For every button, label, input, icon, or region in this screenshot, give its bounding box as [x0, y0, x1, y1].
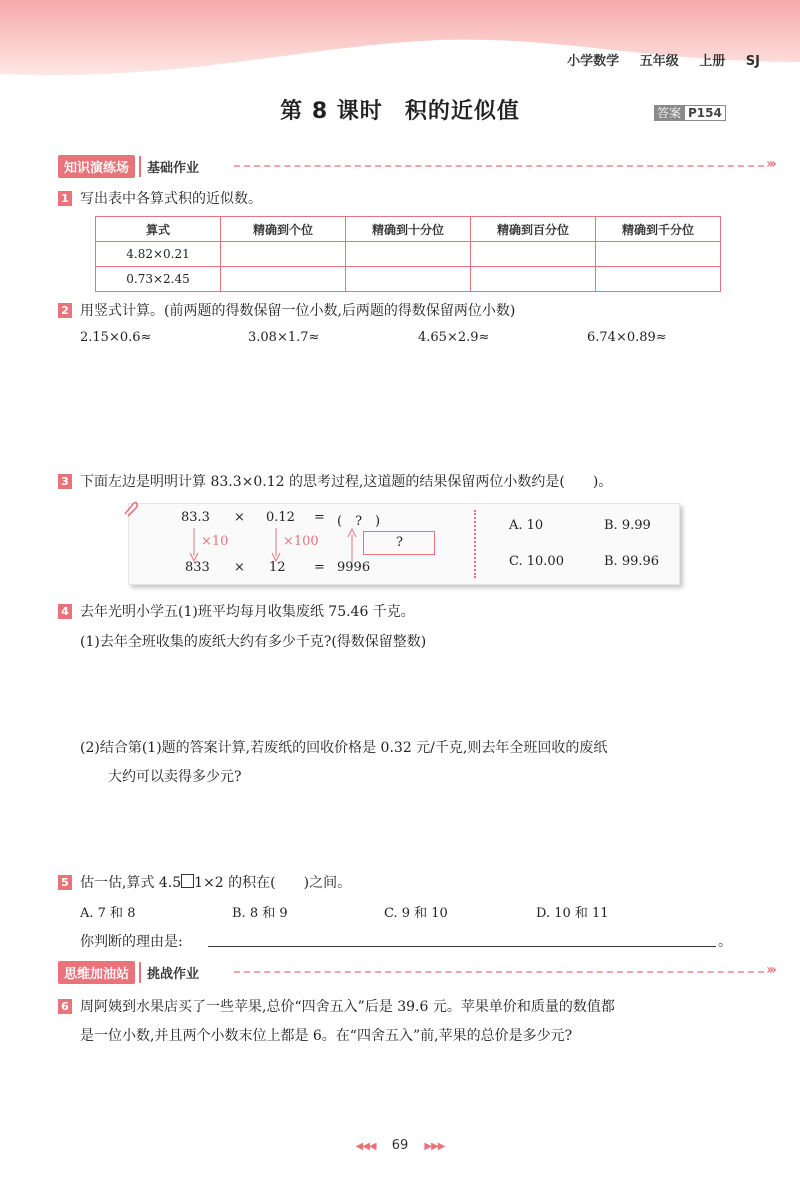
- section-tag: 思维加油站: [58, 961, 135, 984]
- dashed-divider: [234, 971, 764, 973]
- chevrons-icon: ›››: [766, 962, 774, 978]
- breadcrumb: [551, 50, 760, 69]
- question-text: 下面左边是明明计算 83.3×0.12 的思考过程,这道题的结果保留两位小数约是( )。: [80, 474, 613, 490]
- reason-answer-line[interactable]: [208, 946, 716, 947]
- dotted-divider: [474, 510, 476, 578]
- answer-label: 答案: [654, 105, 684, 121]
- page-number: 69: [391, 1138, 409, 1153]
- table-header: 精确到千分位: [596, 217, 721, 242]
- grade-label: 五年级: [639, 54, 679, 69]
- row1-times: ×: [234, 510, 245, 525]
- left-arrows-icon: ◀◀◀: [355, 1141, 376, 1152]
- table-header: 精确到个位: [221, 217, 346, 242]
- question-text: 用竖式计算。(前两题的得数保留一位小数,后两题的得数保留两位小数): [80, 303, 516, 319]
- row2-equals: =: [314, 560, 325, 575]
- question-number: 4: [58, 604, 72, 619]
- row2-operand: 12: [269, 560, 286, 575]
- thinking-process-box: [128, 503, 680, 585]
- table-header: 精确到百分位: [471, 217, 596, 242]
- table-row: [96, 242, 721, 267]
- chevrons-icon: ›››: [766, 156, 774, 172]
- answer-box-mark: ?: [396, 535, 403, 550]
- answer-page: P154: [684, 105, 726, 121]
- row2-times: ×: [234, 560, 245, 575]
- dashed-divider: [234, 165, 764, 167]
- right-arrows-icon: ▶▶▶: [424, 1141, 445, 1152]
- reason-period: 。: [718, 934, 732, 950]
- down-arrow-icon: [271, 528, 281, 562]
- question-text: 周阿姨到水果店买了一些苹果,总价“四舍五入”后是 39.6 元。苹果单价和质量的数值都: [80, 999, 615, 1015]
- section-tag: 知识演练场: [58, 155, 135, 178]
- choice-option[interactable]: C. 9 和 10: [384, 906, 448, 921]
- reason-label: 你判断的理由是:: [80, 934, 183, 950]
- question-text: 写出表中各算式积的近似数。: [80, 191, 262, 207]
- answer-cell[interactable]: [471, 242, 596, 267]
- answer-cell[interactable]: [221, 267, 346, 292]
- topic-label: 积的近似值: [404, 99, 520, 124]
- answer-cell[interactable]: [471, 267, 596, 292]
- choice-option[interactable]: C. 10.00: [509, 554, 564, 569]
- choice-option[interactable]: A. 7 和 8: [80, 906, 136, 921]
- table-header: 算式: [96, 217, 221, 242]
- answer-cell[interactable]: [221, 242, 346, 267]
- lesson-label: 第 8 课时: [280, 99, 383, 124]
- q5-text-a: 估一估,算式 4.5: [80, 875, 182, 891]
- question-number: 1: [58, 191, 72, 206]
- edition-label: SJ: [745, 54, 760, 69]
- header-band: [0, 0, 800, 90]
- sub-question: (1)去年全班收集的废纸大约有多少千克?(得数保留整数): [80, 634, 427, 650]
- question-text-continued: 是一位小数,并且两个小数末位上都是 6。在“四舍五入”前,苹果的总价是多少元?: [80, 1028, 573, 1044]
- choice-option[interactable]: B. 99.96: [604, 554, 660, 569]
- answer-cell[interactable]: [346, 242, 471, 267]
- choice-option[interactable]: B. 9.99: [604, 518, 651, 533]
- section-sub: 基础作业: [139, 156, 205, 177]
- choice-option[interactable]: A. 10: [509, 518, 544, 533]
- section-header-challenge: [58, 961, 774, 983]
- table-cell: 0.73×2.45: [96, 267, 221, 292]
- question-number: 2: [58, 303, 72, 318]
- row1-operand: 0.12: [266, 510, 295, 525]
- q5-text-b: 1×2 的积在( )之间。: [194, 875, 352, 891]
- table-cell: 4.82×0.21: [96, 242, 221, 267]
- question-number: 5: [58, 875, 72, 890]
- table-row: [96, 267, 721, 292]
- question-text: 去年光明小学五(1)班平均每月收集废纸 75.46 千克。: [80, 604, 415, 620]
- answer-cell[interactable]: [346, 267, 471, 292]
- volume-label: 上册: [699, 54, 726, 69]
- multiplier-label: ×100: [283, 534, 319, 549]
- question-number: 3: [58, 474, 72, 489]
- row2-operand: 833: [185, 560, 210, 575]
- expression: 6.74×0.89≈: [587, 330, 667, 345]
- expression: 4.65×2.9≈: [418, 330, 490, 345]
- row1-result: ( ? ): [337, 514, 381, 529]
- choice-option[interactable]: D. 10 和 11: [536, 906, 609, 921]
- expression: 3.08×1.7≈: [248, 330, 320, 345]
- page-footer: [0, 1138, 800, 1153]
- row1-equals: =: [314, 510, 325, 525]
- question-number: 6: [58, 999, 72, 1014]
- question-text: [80, 872, 351, 892]
- down-arrow-icon: [189, 528, 199, 562]
- blank-digit-box[interactable]: [181, 874, 194, 888]
- answer-reference: [654, 104, 726, 121]
- table-header: 精确到十分位: [346, 217, 471, 242]
- subject-label: 小学数学: [567, 54, 620, 69]
- choice-option[interactable]: B. 8 和 9: [232, 906, 288, 921]
- approx-table: [95, 216, 721, 292]
- section-sub: 挑战作业: [139, 962, 205, 983]
- paperclip-icon: [121, 500, 139, 518]
- sub-question: (2)结合第(1)题的答案计算,若废纸的回收价格是 0.32 元/千克,则去年全班回收的废纸: [80, 740, 608, 756]
- expression: 2.15×0.6≈: [80, 330, 152, 345]
- answer-cell[interactable]: [596, 267, 721, 292]
- sub-question-continued: 大约可以卖得多少元?: [108, 769, 242, 785]
- row2-result: 9996: [337, 560, 371, 575]
- section-header-basic: [58, 155, 774, 177]
- multiplier-label: ×10: [201, 534, 229, 549]
- answer-box[interactable]: [363, 531, 435, 555]
- row1-operand: 83.3: [181, 510, 210, 525]
- up-arrow-icon: [347, 528, 357, 562]
- answer-cell[interactable]: [596, 242, 721, 267]
- table-header-row: [96, 217, 721, 242]
